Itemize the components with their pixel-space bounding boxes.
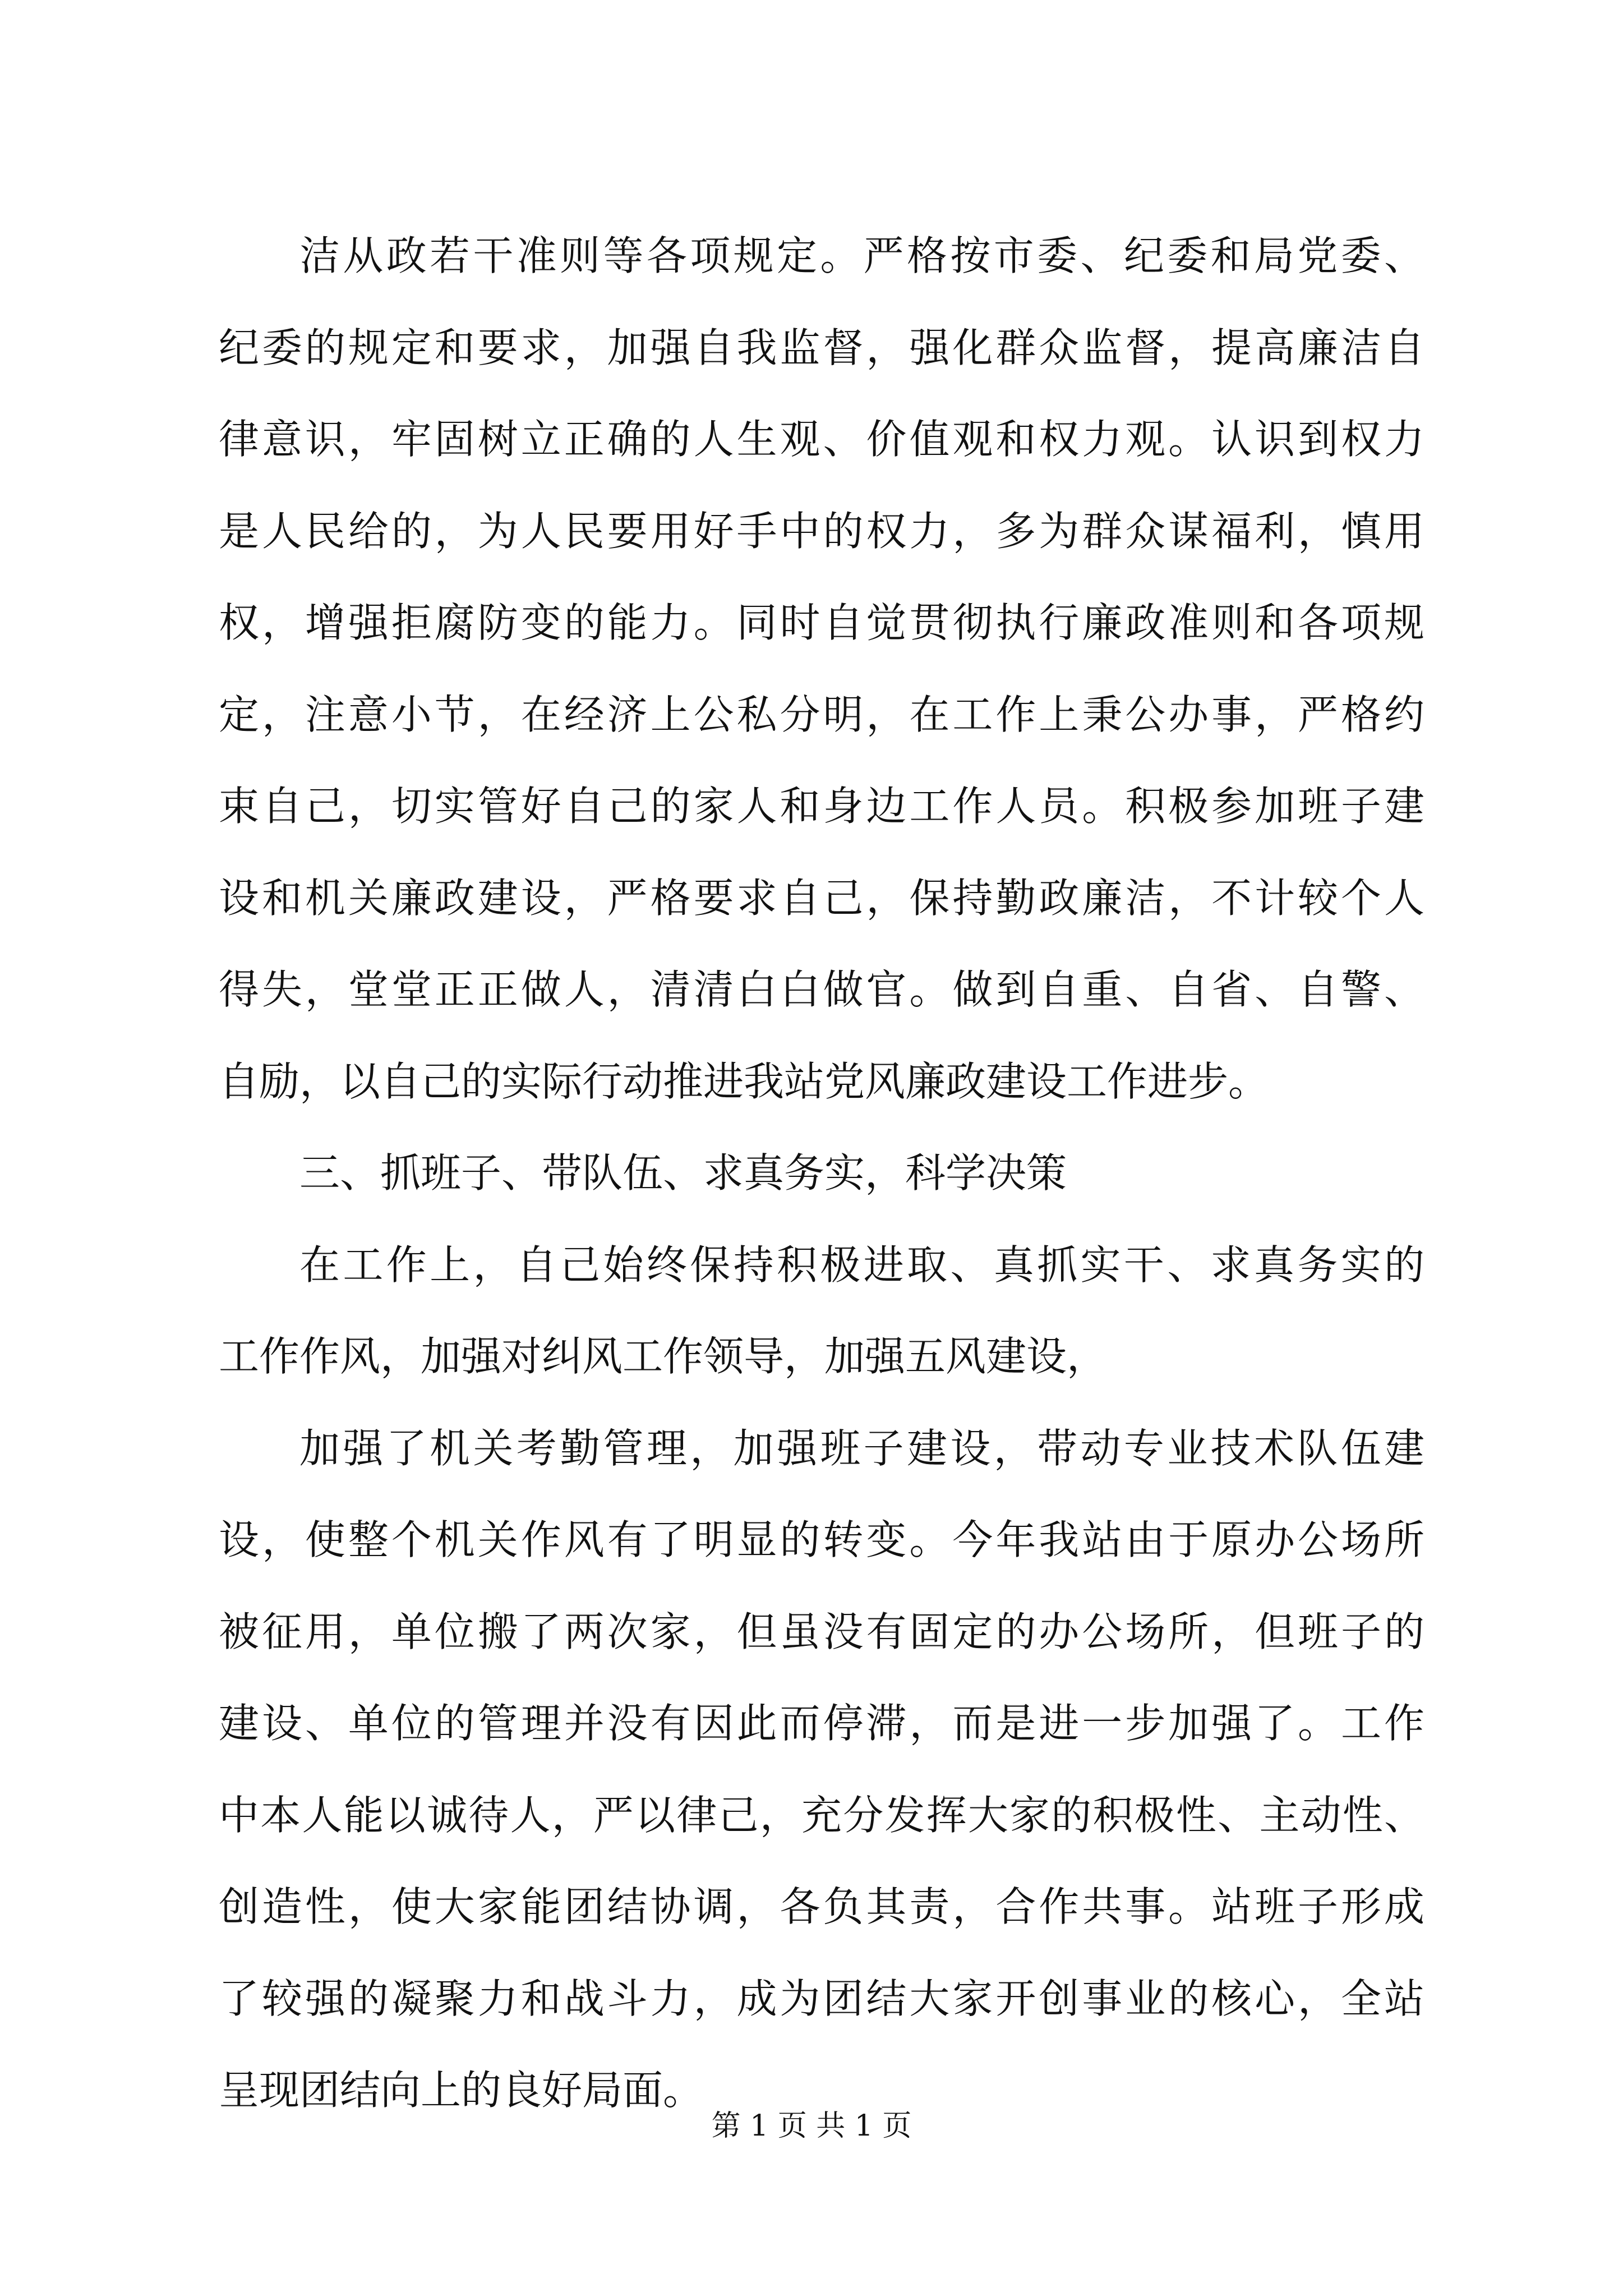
text-line: 呈现团结向上的良好局面。 [219,2067,704,2114]
text-line: 创造性，使大家能团结协调，各负其责，合作共事。站班子形成 [219,1883,1424,1930]
text-line: 三、抓班子、带队伍、求真务实，科学决策 [299,1149,1067,1197]
text-line: 纪委的规定和要求，加强自我监督，强化群众监督，提高廉洁自 [219,324,1424,371]
text-line: 工作作风，加强对纠风工作领导，加强五风建设， [219,1333,1108,1380]
text-line: 了较强的凝聚力和战斗力，成为团结大家开创事业的核心，全站 [219,1975,1424,2022]
text-line: 束自己，切实管好自己的家人和身边工作人员。积极参加班子建 [219,783,1424,830]
text-line: 加强了机关考勤管理，加强班子建设，带动专业技术队伍建 [299,1424,1424,1472]
body-text [219,210,1424,2137]
text-line: 设和机关廉政建设，严格要求自己，保持勤政廉洁，不计较个人 [219,874,1424,922]
text-line: 在工作上，自己始终保持积极进取、真抓实干、求真务实的 [299,1241,1424,1289]
text-line: 建设、单位的管理并没有因此而停滞，而是进一步加强了。工作 [219,1700,1424,1747]
text-line: 自励，以自己的实际行动推进我站党风廉政建设工作进步。 [219,1057,1269,1105]
text-line: 被征用，单位搬了两次家，但虽没有固定的办公场所，但班子的 [219,1608,1424,1655]
text-line: 权，增强拒腐防变的能力。同时自觉贯彻执行廉政准则和各项规 [219,599,1424,646]
text-line: 中本人能以诚待人，严以律己，充分发挥大家的积极性、主动性、 [219,1791,1424,1839]
text-line: 得失，堂堂正正做人，清清白白做官。做到自重、自省、自警、 [219,966,1424,1013]
page-footer: 第 1 页 共 1 页 [711,2109,912,2143]
text-line: 洁从政若干准则等各项规定。严格按市委、纪委和局党委、 [299,232,1424,279]
text-line: 设，使整个机关作风有了明显的转变。今年我站由于原办公场所 [219,1516,1424,1563]
text-line: 定，注意小节，在经济上公私分明，在工作上秉公办事，严格约 [219,691,1424,738]
text-line: 是人民给的，为人民要用好手中的权力，多为群众谋福利，慎用 [219,507,1424,555]
text-line: 律意识，牢固树立正确的人生观、价值观和权力观。认识到权力 [219,416,1424,463]
